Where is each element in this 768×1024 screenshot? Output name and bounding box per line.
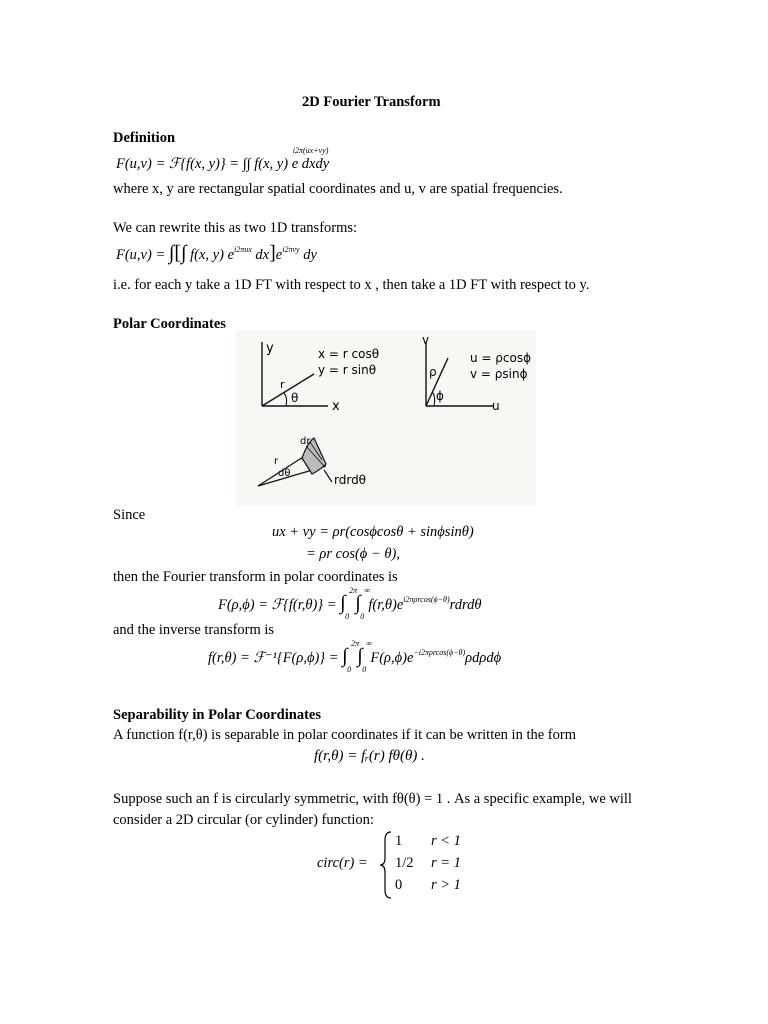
ft-lim-2pi: 2π xyxy=(349,586,358,595)
y-eq-label: y = r sinθ xyxy=(318,363,377,377)
ft-lim-inf: ∞ xyxy=(364,586,370,595)
rho-label: ρ xyxy=(429,365,437,379)
two-1d-equation: F(u,v) = ∫[∫ f(x, y) $e^{i2\pi ux}$ $dx]e^{i2\pi vy}$ dy xyxy=(116,242,317,264)
case-condition: r > 1 xyxy=(431,877,461,893)
ift-int-phi: ∫ 2π 0 xyxy=(342,639,360,674)
ift-left: f(r,θ) = ℱ⁻¹{F(ρ,ϕ)} = xyxy=(208,650,339,666)
dtheta-label: dθ xyxy=(278,468,291,479)
eq2-dy: dy xyxy=(303,247,317,263)
ift-lim-0a: 0 xyxy=(347,665,352,674)
case-row xyxy=(395,877,461,899)
ft-polar-exp: i2πρrcos(ϕ−θ) xyxy=(403,595,450,604)
area-label: rdrdθ xyxy=(334,473,367,487)
inverse-text: and the inverse transform is xyxy=(113,622,275,638)
eq2-left: F(u,v) = xyxy=(116,247,166,263)
eq2-inner: f(x, y) e xyxy=(190,247,235,263)
separability-heading: Separability in Polar Coordinates xyxy=(113,707,321,723)
case-value: 0 xyxy=(395,877,403,893)
dr-label: dr xyxy=(300,436,311,447)
rewrite-text: We can rewrite this as two 1D transforms: xyxy=(113,220,358,236)
where-text: where x, y are rectangular spatial coordinates and u, v are spatial frequencies. xyxy=(113,181,563,197)
cases-brace xyxy=(378,830,394,900)
ft-polar-left: F(ρ,ϕ) = ℱ{f(r,θ)} = xyxy=(218,597,337,613)
definition-exponent: i2π(ux+vy) xyxy=(292,146,329,155)
ift-lim-inf: ∞ xyxy=(366,639,372,648)
right-bracket: ] xyxy=(269,242,276,264)
u-eq-label: u = ρcosϕ xyxy=(470,351,532,365)
ift-exp: −i2πρrcos(ϕ−θ) xyxy=(413,648,466,657)
left-bracket: [ xyxy=(174,242,182,264)
ft-lim-0b: 0 xyxy=(360,612,365,621)
u-axis-label: u xyxy=(492,399,500,413)
ie-text: i.e. for each y take a 1D FT with respect to x , then take a 1D FT with respect to y. xyxy=(113,277,590,293)
theta-label: θ xyxy=(291,391,299,405)
r-label: r xyxy=(280,378,285,391)
since-eq2: = ρr cos(ϕ − θ), xyxy=(306,546,400,562)
r2-label: r xyxy=(274,456,279,467)
circ-left: circ(r) = xyxy=(317,855,368,871)
polar-diagram xyxy=(236,330,536,506)
case-row xyxy=(395,855,461,877)
ift-int-rho: ∫ ∞ 0 xyxy=(357,639,372,674)
eq2-inner-exp: i2πux xyxy=(234,245,252,254)
ift-lim-2pi: 2π xyxy=(351,639,360,648)
ft-int-theta: ∫ 2π 0 xyxy=(340,586,358,621)
ft-polar-equation xyxy=(218,586,482,621)
ft-int-r: ∫ ∞ 0 xyxy=(355,586,370,621)
eq2-outer-exp: i2πvy xyxy=(282,245,300,254)
case-value: 1 xyxy=(395,833,403,849)
since-text: Since xyxy=(113,507,146,523)
case-row xyxy=(395,833,461,855)
ft-polar-body: f(r,θ)e xyxy=(368,597,404,613)
x-axis-label: x xyxy=(332,399,340,414)
phi-label: ϕ xyxy=(436,389,444,403)
separability-eq: f(r,θ) = fᵣ(r) fθ(θ) . xyxy=(314,748,425,764)
polar-heading: Polar Coordinates xyxy=(113,316,226,332)
then-text: then the Fourier transform in polar coordinates is xyxy=(113,569,398,585)
polar-figure xyxy=(236,330,536,506)
v-axis-label: v xyxy=(422,333,430,347)
ift-body: F(ρ,ϕ)e xyxy=(370,650,414,666)
cases-container xyxy=(395,833,461,899)
eq2-dx: dx xyxy=(255,247,270,263)
suppose-line1: Suppose such an f is circularly symmetric, with fθ(θ) = 1 . As a specific example, we will xyxy=(113,791,632,807)
case-condition: r = 1 xyxy=(431,855,461,871)
inner-integral: ∫ xyxy=(181,242,187,264)
ift-tail: ρdρdϕ xyxy=(465,650,502,666)
case-condition: r < 1 xyxy=(431,833,461,849)
separability-line1: A function f(r,θ) is separable in polar coordinates if it can be written in the form xyxy=(113,727,576,743)
since-eq1: ux + vy = ρr(cosϕcosθ + sinϕsinθ) xyxy=(272,524,474,540)
suppose-line2: consider a 2D circular (or cylinder) function: xyxy=(113,812,374,828)
ft-polar-tail: rdrdθ xyxy=(449,597,482,613)
definition-equation-text: F(u,v) = ℱ{f(x, y)} = ∫∫ f(x, y) e dxdy xyxy=(116,156,330,172)
y-axis-label: y xyxy=(266,341,274,356)
page-title: 2D Fourier Transform xyxy=(302,94,441,110)
ift-lim-0b: 0 xyxy=(362,665,367,674)
v-eq-label: v = ρsinϕ xyxy=(470,367,528,381)
ft-lim-0a: 0 xyxy=(345,612,350,621)
x-eq-label: x = r cosθ xyxy=(318,347,380,361)
outer-integral: ∫ xyxy=(168,242,175,264)
definition-heading: Definition xyxy=(113,130,176,146)
ift-polar-equation xyxy=(208,639,502,674)
case-value: 1/2 xyxy=(395,855,414,871)
